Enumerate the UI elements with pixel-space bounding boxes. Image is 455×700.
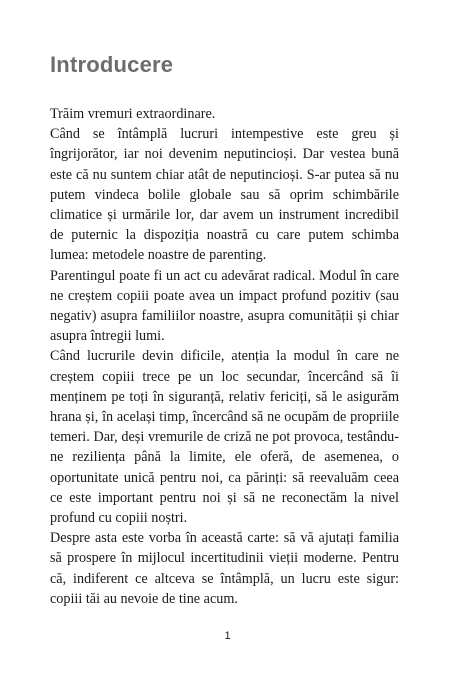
paragraph: Parentingul poate fi un act cu adevărat radical. Modul în care ne creștem copiii poate avea un impact profund pozitiv (sau negativ) asupra familiilor noastre, asupra comunității și chiar asupra întregii lumi. — [50, 267, 399, 345]
paragraph: Când se întâmplă lucruri intempestive este greu și îngrijorător, iar noi devenim neputincioși. Dar vestea bună este că nu suntem chiar atât de neputincioși. S-ar putea să nu putem vindeca bolile globale sau să oprim schimbările climatice și urmările lor, dar avem un instrument incredibil de puternic la dispoziția noastră cu care putem schimba lumea: metodele noastre de parenting. — [50, 126, 399, 264]
paragraph: Despre asta este vorba în această carte: să vă ajutați familia să prospere în mijlocul incertitudinii vieții moderne. Pentru că, indiferent ce altceva se întâmplă, un lucru este sigur: copiii tăi au nevoie de tine acum. — [50, 530, 399, 607]
paragraph: Când lucrurile devin dificile, atenția la modul în care ne creștem copiii trece pe un loc secundar, încercând să îi menținem pe toți în siguranță, relativ fericiți, să le asigurăm hrana și, în același timp, încercând să ne ocupăm de propriile temeri. Dar, deși vremurile de criză ne pot provoca, testându-ne reziliența până la limite, ele oferă, de asemenea, o oportunitate unică pentru noi, ca părinți: să reevaluăm ceea ce este important pentru noi și să ne reconectăm la nivel profund cu copiii noștri. — [50, 348, 399, 527]
body-text — [50, 104, 399, 609]
page-number: 1 — [224, 630, 231, 642]
paragraph: Trăim vremuri extraordinare. — [50, 106, 216, 122]
chapter-title: Introducere — [50, 52, 174, 77]
